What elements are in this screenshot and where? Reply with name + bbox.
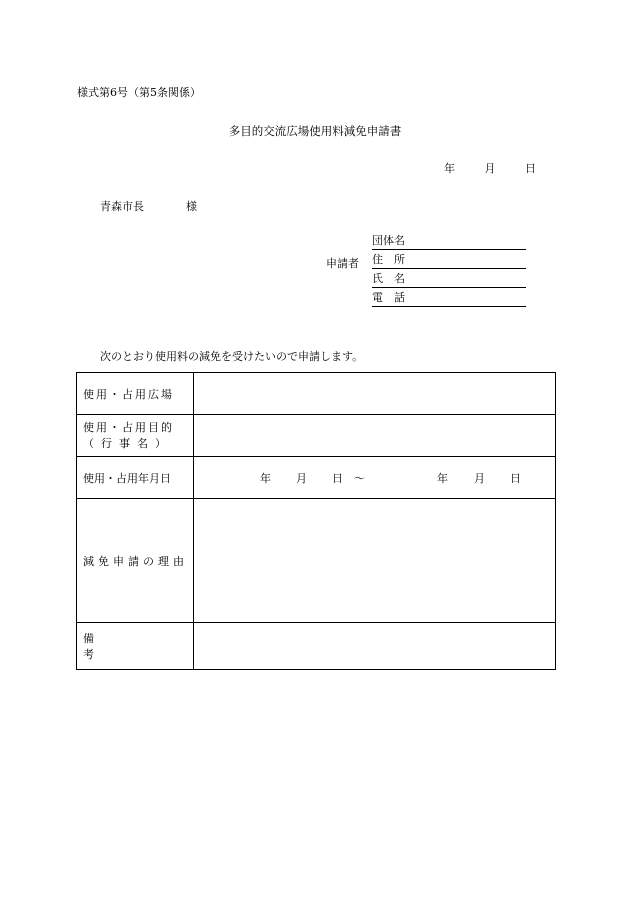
venue-label: 使用・占用広場: [83, 387, 174, 401]
to-year: 年: [437, 471, 448, 485]
reason-label-cell: [77, 499, 194, 623]
purpose-value-cell[interactable]: [194, 415, 556, 457]
applicant-group-label: 団体名: [372, 234, 405, 247]
applicant-name-field[interactable]: [372, 273, 526, 288]
venue-label-cell: [77, 373, 194, 415]
applicant-phone-label: 電 話: [372, 291, 405, 304]
applicant-phone-field[interactable]: [372, 292, 526, 307]
date-month: 月: [484, 162, 496, 175]
table-row: [77, 499, 556, 623]
purpose-label-line1: 使用・占用目的: [83, 420, 174, 434]
purpose-label-cell: [77, 415, 194, 457]
form-reference: 様式第6号（第5条関係）: [77, 86, 201, 99]
table-row: [77, 373, 556, 415]
purpose-label-line2: （行事名）: [83, 436, 173, 450]
applicant-name-label: 氏 名: [372, 272, 405, 285]
remarks-label: 備考: [83, 632, 163, 661]
applicant-address-field[interactable]: [372, 254, 526, 269]
table-row: [77, 457, 556, 499]
to-month: 月: [474, 471, 485, 485]
addressee-name: 青森市長: [100, 200, 144, 213]
addressee-honorific: 様: [186, 200, 197, 213]
date-range-tilde: ～: [354, 471, 365, 485]
date-year: 年: [444, 162, 455, 175]
application-date: [444, 160, 536, 176]
table-row: [77, 415, 556, 457]
applicant-group-field[interactable]: [372, 235, 526, 250]
reason-value-cell[interactable]: [194, 499, 556, 623]
date-day: 日: [525, 162, 536, 175]
from-month: 月: [296, 471, 307, 485]
date-label-cell: [77, 457, 194, 499]
date-label: 使用・占用年月日: [83, 471, 171, 485]
venue-value-cell[interactable]: [194, 373, 556, 415]
intro-text: 次のとおり使用料の減免を受けたいので申請します。: [100, 350, 364, 363]
document-title: 多目的交流広場使用料減免申請書: [228, 124, 402, 138]
to-day: 日: [510, 471, 521, 485]
from-day: 日: [332, 471, 343, 485]
table-row: [77, 623, 556, 670]
reason-label: 減免申請の理由: [83, 554, 188, 568]
date-range-cell[interactable]: [194, 457, 556, 499]
addressee: [100, 198, 197, 214]
remarks-value-cell[interactable]: [194, 623, 556, 670]
applicant-label: 申請者: [326, 257, 359, 270]
application-table: [76, 372, 556, 670]
remarks-label-cell: [77, 623, 194, 670]
applicant-address-label: 住 所: [372, 253, 405, 266]
from-year: 年: [260, 471, 271, 485]
